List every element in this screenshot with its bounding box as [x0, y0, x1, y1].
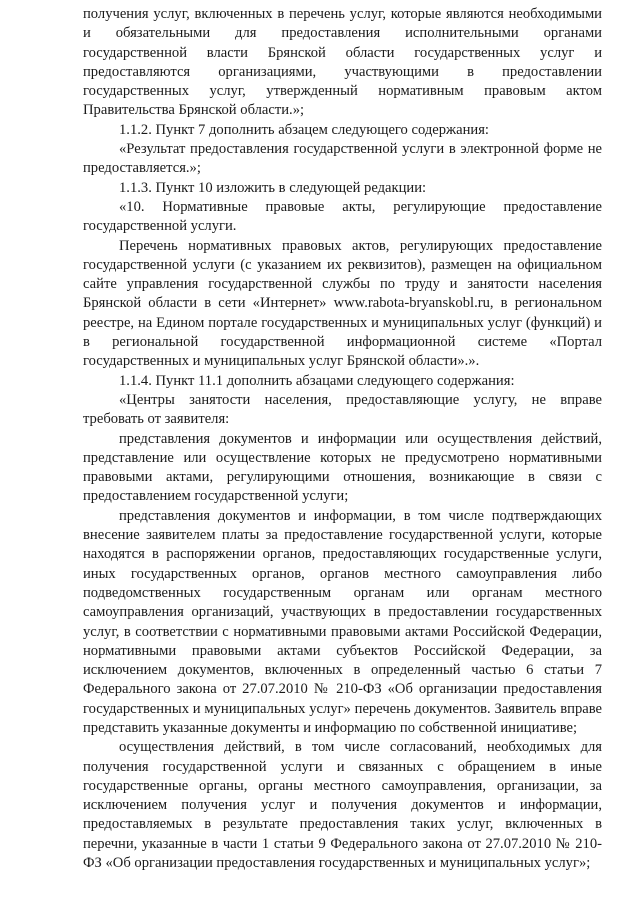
paragraph-item-1-1-3: 1.1.3. Пункт 10 изложить в следующей редакции: [119, 179, 427, 196]
paragraph-documents-provision: представления документов и информации или осуществления действий, представление или осуществление которых не предусмотрено нормативными правовыми актами, регулирующими отношения, возникающие в связи с предоставлением государственной услуги; [83, 430, 602, 505]
paragraph-continuation: получения услуг, включенных в перечень услуг, которые являются необходимыми и обязательными для предоставления исполнительными органами государственной власти Брянской области государственных услуг и предоставляются организациями, участвующими в предоставлении государственных услуг, утвержденный нормативным правовым актом Правительства Брянской области.»; [83, 6, 602, 119]
paragraph-item-1-1-2: 1.1.2. Пункт 7 дополнить абзацем следующего содержания: [119, 121, 489, 138]
paragraph-payment-documents: представления документов и информации, в том числе подтверждающих внесение заявителем платы за предоставление государственной услуги, которые находятся в распоряжении органов, предоставляющих государственные услуги, иных государственных органов, органов местного самоуправления либо подведомственных государственным органам или органам местного самоуправления организаций, участвующих в предоставлении государственных услуг, в соответствии с нормативными правовыми актами Российской Федерации, нормативными правовыми актами субъектов Российской Федерации, за исключением документов, включенных в определенный частью 6 статьи 7 Федерального закона от 27.07.2010 № 210-ФЗ «Об организации предоставления государственных и муниципальных услуг» перечень документов. Заявитель вправе представить указанные документы и информацию по собственной инициативе; [83, 507, 602, 736]
paragraph-item-1-1-4: 1.1.4. Пункт 11.1 дополнить абзацами следующего содержания: [119, 372, 515, 389]
paragraph-point-10: «10. Нормативные правовые акты, регулирующие предоставление государственной услуги. [83, 198, 602, 235]
paragraph-actions-approvals: осуществления действий, в том числе согласований, необходимых для получения государственной услуги и связанных с обращением в иные государственные органы, органы местного самоуправления, организации, за исключением получения услуг и получения документов и информации, предоставляемых в результате предоставления таких услуг, включенных в перечни, указанные в части 1 статьи 9 Федерального закона от 27.07.2010 № 210-ФЗ «Об организации предоставления государственных и муниципальных услуг»; [83, 739, 602, 872]
paragraph-quote-result: «Результат предоставления государственной услуги в электронной форме не предоставляется.»; [83, 141, 602, 177]
paragraph-legal-acts-list: Перечень нормативных правовых актов, регулирующих предоставление государственной услуги (с указанием их реквизитов), размещен на официальном сайте управления государственной службы по труду и занятости населения Брянской области в сети «Интернет» www.rabota-bryanskobl.ru, в региональном реестре, на Едином портале государственных и муниципальных услуг (функций) и в региональной государственной информационной системе «Портал государственных и муниципальных услуг Брянской области».». [83, 237, 602, 370]
paragraph-employment-centers: «Центры занятости населения, предоставляющие услугу, не вправе требовать от заявителя: [83, 391, 602, 428]
document-page [83, 5, 602, 873]
